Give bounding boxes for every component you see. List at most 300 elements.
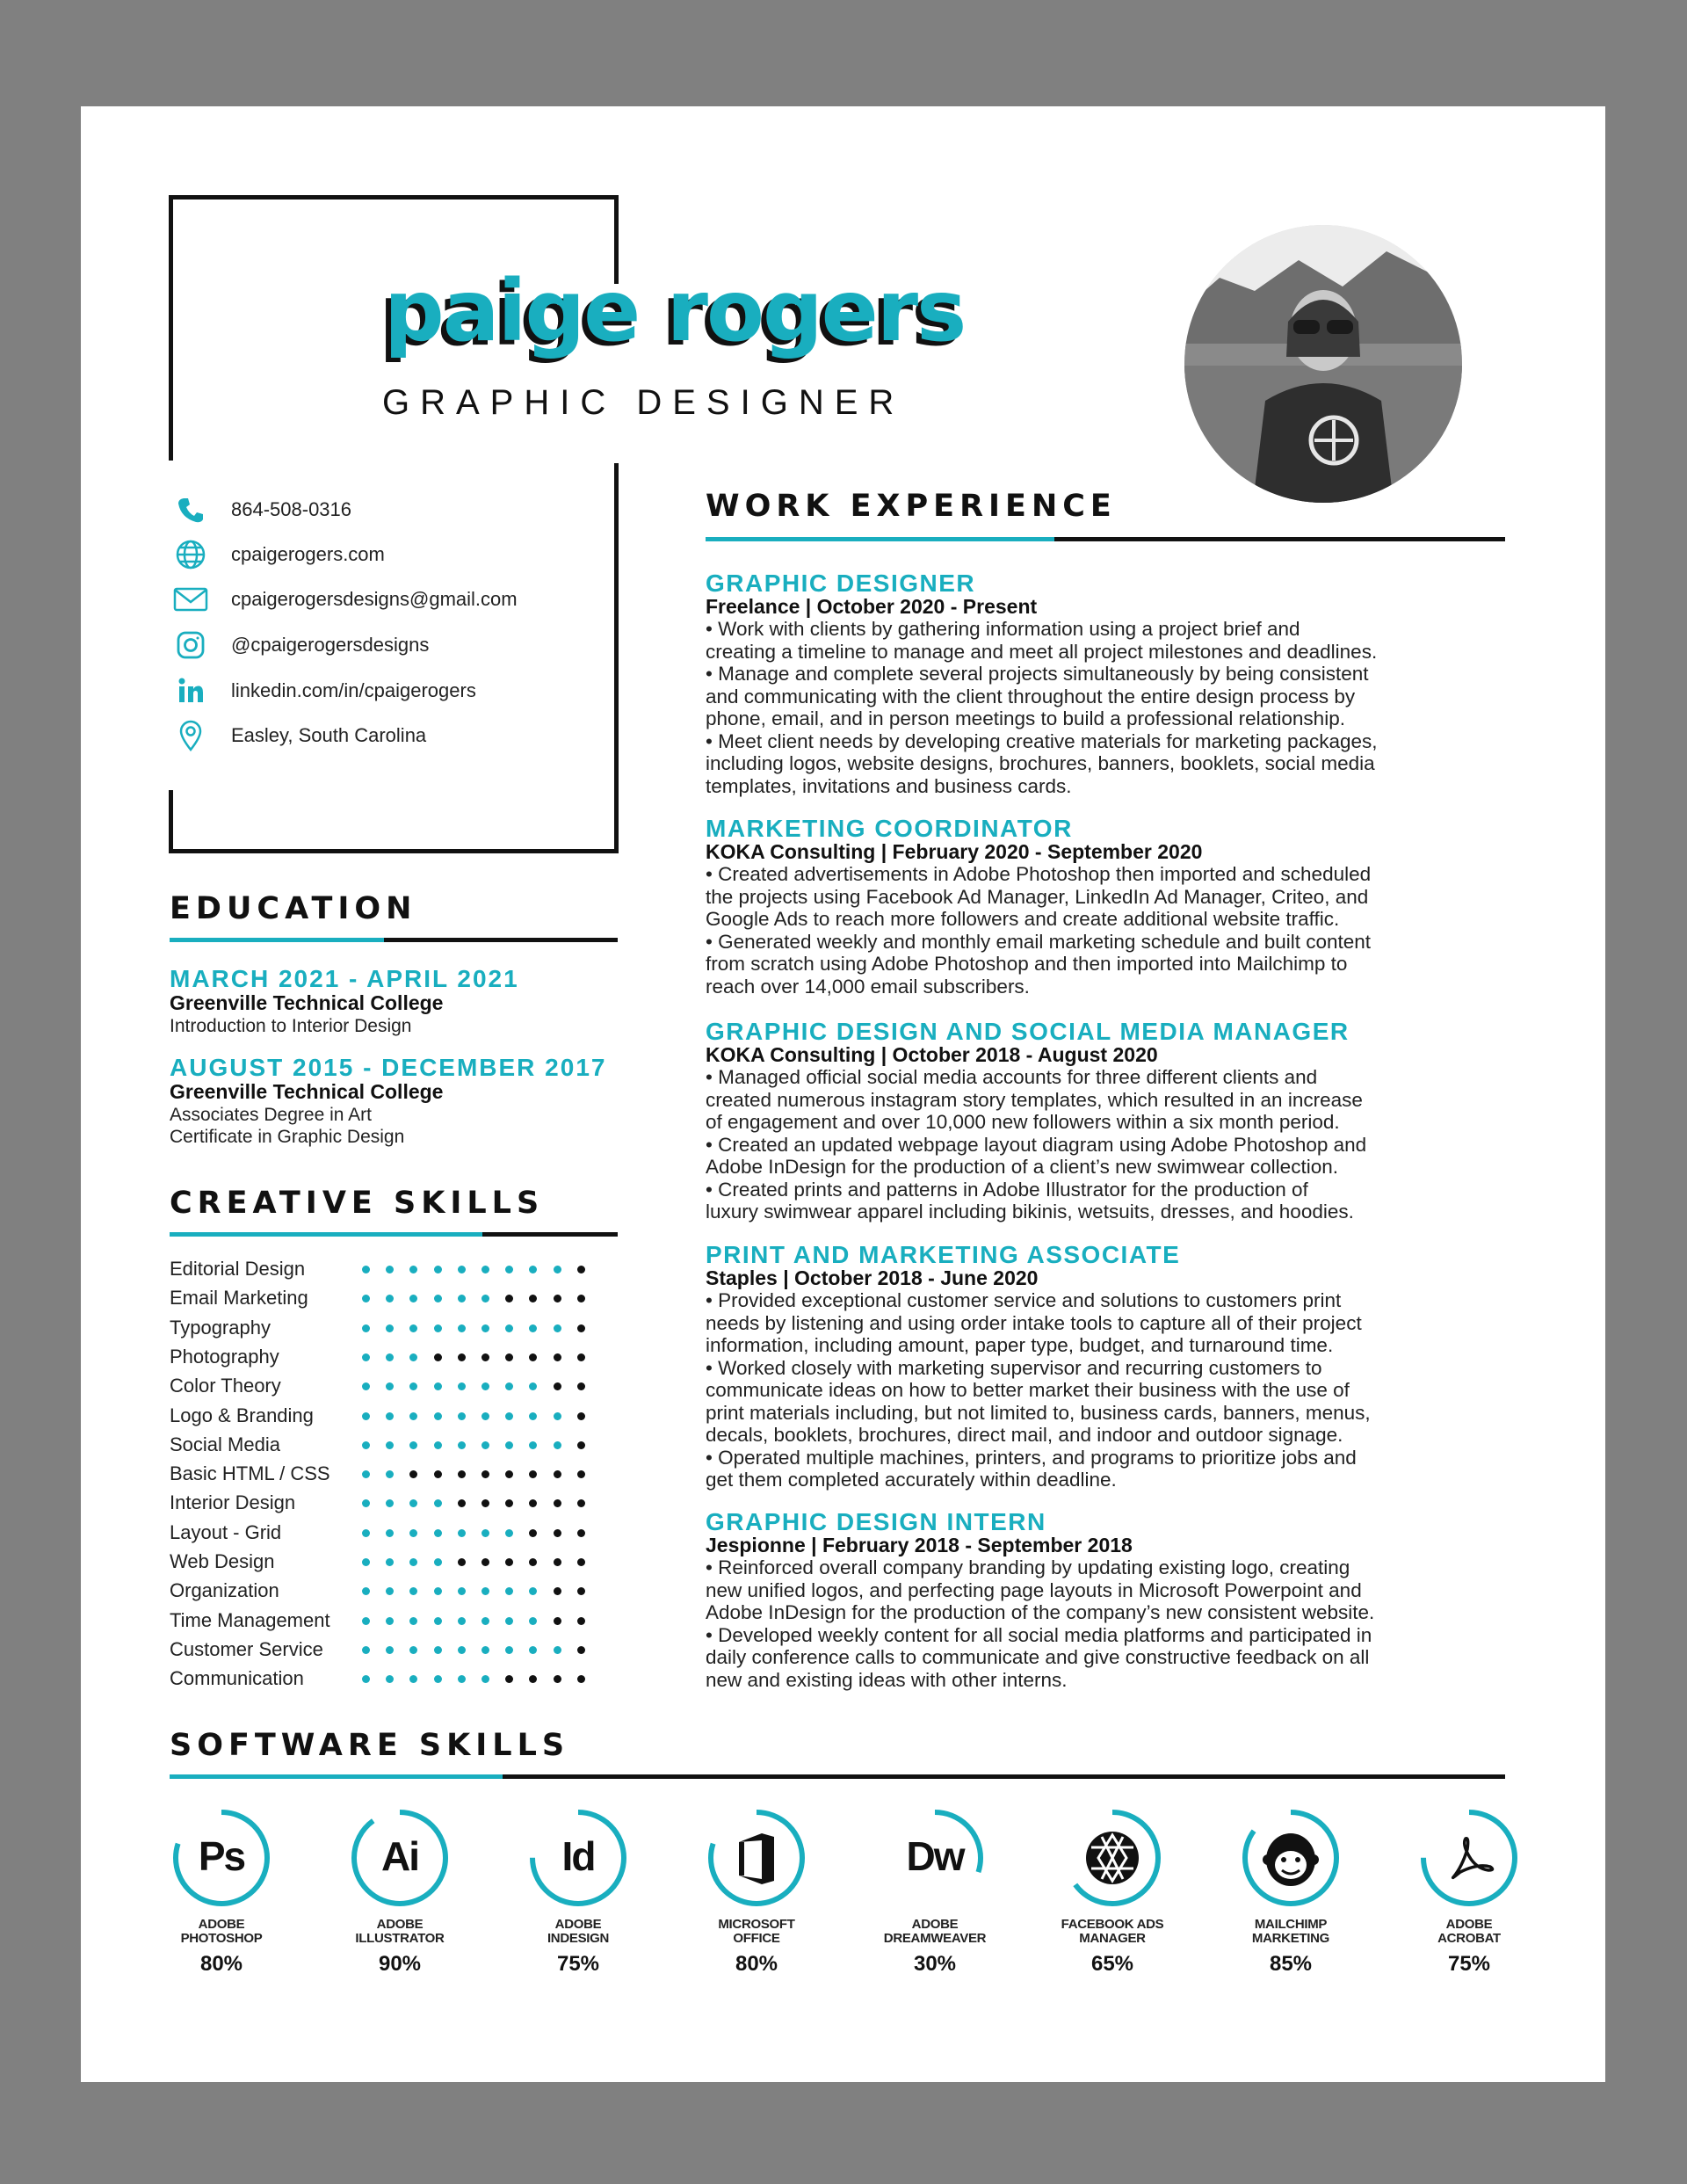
skill-label: Customer Service [170,1637,323,1660]
skill-label: Web Design [170,1550,275,1572]
rating-dot-filled [362,1353,370,1361]
rating-dot-filled [458,1646,466,1654]
job-description-line: creating a timeline to manage and meet all project milestones and deadlines. [706,640,1378,663]
software-skill-label [691,1918,822,1946]
software-skill [1046,1805,1178,1977]
software-skill-percent: 80% [199,1952,243,1976]
software-skill-percent: 85% [1269,1952,1313,1976]
job-title: GRAPHIC DESIGN AND SOCIAL MEDIA MANAGER [706,1018,1350,1045]
creative-skills-rule [170,1232,618,1237]
rating-dot-filled [362,1646,370,1654]
rating-dot-filled [458,1529,466,1537]
software-skill [1403,1805,1535,1977]
rating-dot-empty [577,1470,585,1478]
software-skill [869,1805,1001,1977]
svg-text:Dw: Dw [906,1833,964,1879]
education-date-2: AUGUST 2015 - DECEMBER 2017 [170,1054,607,1081]
skill-label: Basic HTML / CSS [170,1462,330,1485]
rating-dot-filled [481,1441,489,1449]
rating-dot-filled [409,1441,417,1449]
rating-dot-empty [554,1617,561,1625]
rating-dot-empty [458,1558,466,1566]
contact-email[interactable] [173,584,586,614]
rating-dot-filled [481,1412,489,1420]
rating-dot-filled [409,1295,417,1302]
job-description-line: new and existing ideas with other interns. [706,1668,1068,1691]
job-description-line: Adobe InDesign for the production of the company’s new consistent website. [706,1601,1375,1623]
linkedin-icon [173,676,208,706]
job-description-line: information, including amount, paper type, budget, and turnaround time. [706,1334,1334,1356]
software-skill-percent: 75% [556,1952,600,1976]
contact-linkedin-text: linkedin.com/in/cpaigerogers [231,679,476,701]
job-description-line: Google Ads to reach more followers and create additional website traffic. [706,908,1340,930]
svg-text:Ai: Ai [381,1833,418,1879]
job-meta: Jespionne | February 2018 - September 2018 [706,1534,1133,1556]
rating-dot-empty [529,1499,537,1507]
education-title: EDUCATION [170,891,417,926]
rating-dot-filled [362,1499,370,1507]
rating-dot-filled [386,1412,394,1420]
rating-dot-filled [409,1412,417,1420]
contact-phone-text: 864-508-0316 [231,498,352,520]
job-description-line: • Created advertisements in Adobe Photoshop then imported and scheduled [706,863,1372,885]
rating-dot-filled [458,1675,466,1683]
rating-dot-empty [481,1353,489,1361]
software-skill-percent: 80% [735,1952,778,1976]
contact-linkedin[interactable] [173,676,586,706]
skill-label: Interior Design [170,1491,296,1514]
job-entry [706,1019,1505,1223]
job-description-line: • Provided exceptional customer service and solutions to customers print [706,1289,1342,1311]
job-description-line: daily conference calls to communicate and give constructive feedback on all [706,1646,1370,1668]
software-skill-label-line: ADOBE [376,1917,424,1932]
rating-dot-empty [577,1324,585,1332]
rating-dot-filled [386,1675,394,1683]
software-skill-label [334,1918,466,1946]
rating-dot-filled [434,1412,442,1420]
rating-dot-filled [434,1324,442,1332]
indesign-icon [525,1805,631,1911]
rating-dot-filled [481,1529,489,1537]
rating-dot-filled [362,1382,370,1390]
skill-label: Organization [170,1579,279,1602]
job-description-line: • Manage and complete several projects simultaneously by being consistent [706,663,1369,685]
job-description-line: • Operated multiple machines, printers, and programs to prioritize jobs and [706,1446,1357,1469]
frame-border-top [169,195,619,200]
rating-dot-filled [481,1646,489,1654]
job-entry [706,1242,1505,1491]
rating-dot-filled [458,1295,466,1302]
rating-dot-filled [409,1675,417,1683]
rating-dot-filled [386,1646,394,1654]
rating-dot-filled [505,1587,513,1595]
acrobat-icon [1416,1805,1522,1911]
rating-dot-filled [386,1324,394,1332]
work-experience-title: WORK EXPERIENCE [706,489,1117,524]
software-skill-label [512,1918,644,1946]
rating-dot-empty [577,1646,585,1654]
contact-instagram[interactable] [173,630,586,660]
rating-dot-filled [481,1266,489,1273]
rating-dot-filled [529,1266,537,1273]
rating-dot-filled [505,1324,513,1332]
rating-dot-filled [554,1266,561,1273]
software-skill [1225,1805,1357,1977]
rating-dot-filled [481,1675,489,1683]
job-entry [706,816,1505,998]
photoshop-icon [169,1805,274,1911]
rating-dot-filled [362,1617,370,1625]
rating-dot-empty [577,1382,585,1390]
profile-photo [1184,225,1462,503]
education-detail-2b: Certificate in Graphic Design [170,1127,405,1147]
job-meta: Staples | October 2018 - June 2020 [706,1266,1039,1289]
rating-dot-filled [362,1529,370,1537]
job-description-line: decals, booklets, brochures, direct mail, and indoor and outdoor signage. [706,1424,1343,1446]
rating-dot-empty [577,1412,585,1420]
software-skill-label-line: ADOBE [198,1917,245,1932]
rating-dot-empty [577,1529,585,1537]
rating-dot-empty [505,1353,513,1361]
resume-page [81,106,1605,2082]
software-skill [156,1805,287,1977]
frame-border-left-upper [169,195,173,461]
rating-dot-filled [434,1617,442,1625]
job-entry [706,1509,1505,1691]
rating-dot-empty [458,1353,466,1361]
skill-label: Logo & Branding [170,1404,314,1426]
rating-dot-filled [434,1675,442,1683]
rating-dot-filled [554,1441,561,1449]
rating-dot-empty [577,1499,585,1507]
email-icon [173,584,208,614]
rating-dot-empty [577,1353,585,1361]
rating-dot-empty [554,1295,561,1302]
job-title: GRAPHIC DESIGN INTERN [706,1508,1046,1535]
rating-dot-filled [458,1382,466,1390]
job-description-line: • Created an updated webpage layout diagram using Adobe Photoshop and [706,1133,1367,1156]
software-skill-label-line: MAILCHIMP [1254,1917,1328,1932]
rating-dot-filled [409,1646,417,1654]
rating-dot-filled [481,1617,489,1625]
contact-phone[interactable] [173,495,586,525]
software-skill-label [1403,1918,1535,1946]
software-skill-percent: 30% [913,1952,957,1976]
job-description-line: reach over 14,000 email subscribers. [706,975,1030,998]
location-pin-icon [173,721,208,751]
rating-dot-filled [362,1558,370,1566]
skill-label: Photography [170,1345,279,1368]
software-skill-label [869,1918,1001,1946]
software-skill-label-line: ILLUSTRATOR [355,1931,445,1946]
rating-dot-empty [505,1558,513,1566]
rating-dot-filled [362,1412,370,1420]
job-description-line: • Meet client needs by developing creative materials for marketing packages, [706,729,1378,752]
rating-dot-filled [458,1412,466,1420]
rating-dot-filled [362,1324,370,1332]
rating-dot-filled [362,1587,370,1595]
job-title: GRAPHIC DESIGNER [706,570,976,597]
rating-dot-filled [554,1412,561,1420]
job-description-line: including logos, website designs, brochures, banners, booklets, social media [706,752,1375,774]
rating-dot-filled [458,1441,466,1449]
software-skill-label-line: ADOBE [554,1917,602,1932]
rating-dot-empty [577,1617,585,1625]
job-entry [706,570,1505,797]
rating-dot-filled [409,1324,417,1332]
rating-dot-filled [481,1295,489,1302]
svg-text:Id: Id [561,1833,595,1879]
rating-dot-empty [554,1587,561,1595]
software-skill-label [156,1918,287,1946]
software-skill-percent: 65% [1090,1952,1134,1976]
job-description-line: • Work with clients by gathering information using a project brief and [706,618,1300,640]
rating-dot-empty [554,1382,561,1390]
rating-dot-empty [529,1675,537,1683]
rating-dot-filled [386,1441,394,1449]
facebook-ads-icon [1060,1805,1165,1911]
rating-dot-filled [409,1382,417,1390]
rating-dot-filled [529,1646,537,1654]
rating-dot-filled [458,1617,466,1625]
phone-icon [173,495,208,525]
job-description-line: • Worked closely with marketing supervisor and recurring customers to [706,1356,1322,1379]
rating-dot-filled [505,1646,513,1654]
job-meta: KOKA Consulting | February 2020 - September 2020 [706,840,1203,863]
office-icon [704,1805,809,1911]
rating-dot-empty [529,1470,537,1478]
education-school-1: Greenville Technical College [170,991,444,1014]
job-description-line: • Managed official social media accounts for three different clients and [706,1066,1318,1088]
rating-dot-filled [386,1529,394,1537]
rating-dot-empty [529,1529,537,1537]
rating-dot-empty [577,1441,585,1449]
rating-dot-empty [481,1558,489,1566]
job-meta: KOKA Consulting | October 2018 - August 2020 [706,1043,1158,1066]
skill-label: Typography [170,1316,271,1339]
contact-location[interactable] [173,721,586,751]
software-skill-label-line: OFFICE [733,1931,780,1946]
candidate-name: paige rogers [384,262,966,360]
skill-label: Email Marketing [170,1287,308,1310]
software-skill [691,1805,822,1977]
frame-border-bottom [169,849,619,853]
contact-email-text: cpaigerogersdesigns@gmail.com [231,588,518,610]
job-description-line: from scratch using Adobe Photoshop and then imported into Mailchimp to [706,953,1348,975]
work-experience-rule [706,537,1505,541]
rating-dot-empty [529,1295,537,1302]
rating-dot-empty [505,1499,513,1507]
education-school-2: Greenville Technical College [170,1080,444,1103]
rating-dot-filled [386,1353,394,1361]
rating-dot-empty [577,1675,585,1683]
job-description-line: created numerous instagram story templates, which resulted in an increase [706,1088,1363,1111]
skill-label: Layout - Grid [170,1520,282,1543]
software-skill-label-line: MANAGER [1079,1931,1146,1946]
instagram-icon [173,630,208,660]
education-rule [170,938,618,942]
software-skill-label-line: INDESIGN [547,1931,610,1946]
software-skill-percent: 90% [378,1952,422,1976]
rating-dot-filled [434,1558,442,1566]
job-description-line: templates, invitations and business cards. [706,774,1072,797]
contact-website[interactable] [173,540,586,570]
rating-dot-filled [386,1266,394,1273]
creative-skills-title: CREATIVE SKILLS [170,1186,545,1221]
rating-dot-filled [386,1295,394,1302]
rating-dot-filled [386,1617,394,1625]
rating-dot-empty [529,1353,537,1361]
rating-dot-filled [434,1646,442,1654]
rating-dot-filled [409,1617,417,1625]
rating-dot-filled [434,1382,442,1390]
rating-dot-empty [577,1587,585,1595]
software-skill [512,1805,644,1977]
rating-dot-filled [362,1295,370,1302]
rating-dot-filled [386,1470,394,1478]
rating-dot-filled [386,1558,394,1566]
contact-location-text: Easley, South Carolina [231,724,427,746]
rating-dot-filled [554,1646,561,1654]
rating-dot-filled [386,1587,394,1595]
job-description-line: • Developed weekly content for all social media platforms and participated in [706,1623,1372,1646]
job-description-line: phone, email, and in person meetings to build a professional relationship. [706,707,1345,729]
dreamweaver-icon [882,1805,988,1911]
rating-dot-filled [434,1441,442,1449]
job-description-line: luxury swimwear apparel including bikinis, wetsuits, dresses, and hoodies. [706,1201,1354,1223]
rating-dot-empty [554,1499,561,1507]
education-detail-2a: Associates Degree in Art [170,1105,372,1125]
rating-dot-empty [505,1675,513,1683]
software-skill-label-line: ADOBE [1445,1917,1493,1932]
rating-dot-filled [554,1324,561,1332]
rating-dot-filled [481,1324,489,1332]
frame-border-left-lower [169,790,173,853]
skill-label: Time Management [170,1608,330,1631]
job-description-line: print materials including, but not limited to, business cards, banners, menus, [706,1401,1371,1424]
candidate-role: GRAPHIC DESIGNER [382,383,905,422]
job-description-line: communicate ideas on how to better market their business with the use of [706,1379,1350,1401]
rating-dot-empty [577,1295,585,1302]
skill-label: Communication [170,1667,304,1690]
rating-dot-filled [409,1499,417,1507]
job-title: PRINT AND MARKETING ASSOCIATE [706,1241,1181,1268]
mailchimp-icon [1238,1805,1343,1911]
rating-dot-filled [505,1382,513,1390]
rating-dot-filled [529,1587,537,1595]
rating-dot-empty [481,1499,489,1507]
rating-dot-filled [409,1266,417,1273]
rating-dot-filled [505,1617,513,1625]
rating-dot-filled [409,1558,417,1566]
rating-dot-filled [362,1441,370,1449]
job-description-line: the projects using Facebook Ad Manager, LinkedIn Ad Manager, Criteo, and [706,885,1369,908]
rating-dot-filled [409,1529,417,1537]
rating-dot-filled [529,1441,537,1449]
profile-photo-image [1184,225,1462,503]
job-meta: Freelance | October 2020 - Present [706,595,1038,618]
software-skill-label-line: ADOBE [911,1917,959,1932]
software-skill-label-line: FACEBOOK ADS [1061,1917,1164,1932]
rating-dot-empty [529,1558,537,1566]
rating-dot-filled [529,1382,537,1390]
job-description-line: needs by listening and using order intake tools to capture all of their project [706,1311,1362,1334]
rating-dot-filled [362,1675,370,1683]
job-title: MARKETING COORDINATOR [706,815,1073,842]
education-date-1: MARCH 2021 - APRIL 2021 [170,965,519,992]
rating-dot-filled [362,1470,370,1478]
rating-dot-empty [409,1470,417,1478]
rating-dot-filled [409,1587,417,1595]
rating-dot-empty [458,1470,466,1478]
rating-dot-filled [434,1295,442,1302]
skill-label: Editorial Design [170,1258,306,1280]
job-description-line: and communicating with the client throughout the entire design process by [706,685,1356,707]
rating-dot-filled [458,1266,466,1273]
software-skill-label-line: MARKETING [1251,1931,1330,1946]
rating-dot-filled [434,1529,442,1537]
software-skill-label [1225,1918,1357,1946]
education-detail-1: Introduction to Interior Design [170,1016,412,1036]
rating-dot-filled [481,1382,489,1390]
rating-dot-filled [481,1587,489,1595]
software-skill [334,1805,466,1977]
illustrator-icon [347,1805,453,1911]
software-skill-label-line: DREAMWEAVER [883,1931,987,1946]
rating-dot-filled [505,1529,513,1537]
rating-dot-filled [362,1266,370,1273]
rating-dot-filled [434,1499,442,1507]
rating-dot-empty [554,1529,561,1537]
software-skill-label-line: PHOTOSHOP [180,1931,263,1946]
software-skill-label-line: MICROSOFT [718,1917,795,1932]
software-skill-label [1046,1918,1178,1946]
rating-dot-empty [577,1558,585,1566]
rating-dot-filled [386,1382,394,1390]
rating-dot-empty [434,1470,442,1478]
rating-dot-filled [434,1587,442,1595]
rating-dot-filled [458,1587,466,1595]
rating-dot-filled [386,1499,394,1507]
job-description-line: • Generated weekly and monthly email marketing schedule and built content [706,930,1372,953]
skill-label: Color Theory [170,1375,281,1397]
rating-dot-filled [505,1441,513,1449]
rating-dot-filled [505,1412,513,1420]
rating-dot-filled [529,1324,537,1332]
software-skills-title: SOFTWARE SKILLS [170,1728,570,1763]
rating-dot-empty [505,1470,513,1478]
rating-dot-empty [554,1353,561,1361]
software-skills-rule [170,1774,1505,1779]
job-description-line: Adobe InDesign for the production of a client’s new swimwear collection. [706,1156,1338,1178]
rating-dot-empty [458,1499,466,1507]
job-description-line: new unified logos, and perfecting page layouts in Microsoft Powerpoint and [706,1578,1362,1601]
svg-text:Ps: Ps [198,1833,245,1879]
rating-dot-filled [505,1266,513,1273]
job-description-line: • Created prints and patterns in Adobe Illustrator for the production of [706,1178,1308,1201]
rating-dot-filled [409,1353,417,1361]
rating-dot-empty [554,1558,561,1566]
rating-dot-empty [554,1470,561,1478]
rating-dot-filled [434,1266,442,1273]
rating-dot-filled [529,1617,537,1625]
contact-website-text: cpaigerogers.com [231,543,385,565]
globe-icon [173,540,208,570]
rating-dot-empty [554,1675,561,1683]
rating-dot-filled [529,1412,537,1420]
job-description-line: of engagement and over 10,000 new followers within a six month period. [706,1111,1340,1133]
software-skill-label-line: ACROBAT [1437,1931,1501,1946]
